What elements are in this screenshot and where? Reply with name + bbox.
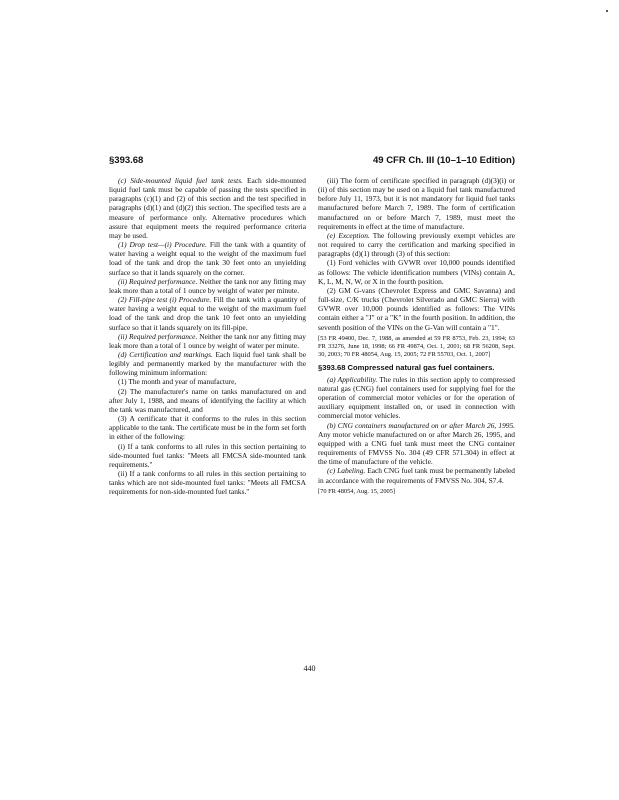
paragraph-text: (1) Ford vehicles with GVWR over 10,000 pounds identified as follows: The vehicle identification numbers (VINs) contain A, K, L, M, N, W, or X in the fourth position. <box>318 258 515 286</box>
paragraph <box>109 176 306 240</box>
left-column <box>109 176 306 496</box>
header-section-number: §393.68 <box>109 155 144 166</box>
paragraph-heading: (d) Certification and markings. <box>118 349 213 359</box>
paragraph <box>109 350 306 377</box>
paragraph-text: The rules in this section apply to compressed natural gas (CNG) fuel containers used for supplying fuel for the operation of commercial motor vehicles or for the operation of auxiliary equipment installed on, or used in connection with commercial motor vehicles. <box>318 374 515 421</box>
header-title: 49 CFR Ch. III (10–1–10 Edition) <box>372 155 515 166</box>
paragraph-heading: (e) Exception. <box>327 230 370 240</box>
paragraph-text: Neither the tank nor any fitting may leak more than a total of 1 ounce by weight of water per minute. <box>109 276 306 295</box>
source-note: [53 FR 49400, Dec. 7, 1988, as amended at 59 FR 8753, Feb. 23, 1994; 63 FR 33276, June 18, 1998; 66 FR 49874, Oct. 1, 2001; 68 FR 56208, Sept. 30, 2003; 70 FR 48054, Aug. 15, 2005; 72 FR 55703, Oct. 1, 2007] <box>318 334 515 358</box>
corner-mark <box>606 10 608 12</box>
paragraph-text: Each side-mounted liquid fuel tank must be capable of passing the tests specified in paragraphs (c)(1) and (2) of this section and the test specified in paragraphs (d)(1) and (d)(2) this section. The specified tests are a measure of performance only. Alternative procedures which assure that equipment meets the required performance criteria may be used. <box>109 176 306 240</box>
paragraph <box>318 375 515 421</box>
paragraph-text: Any motor vehicle manufactured on or after March 26, 1995, and equipped with a CNG fuel tank must meet the CNG container requirements of FMVSS No. 304 (49 CFR 571.304) in effect at the time of manufacture of the vehicle. <box>318 429 515 467</box>
paragraph <box>318 421 515 467</box>
source-note: [70 FR 48054, Aug. 15, 2005] <box>318 487 396 495</box>
paragraph-heading: (c) Labeling. <box>327 466 366 476</box>
paragraph <box>109 277 306 295</box>
paragraph-text: Neither the tank nor any fitting may leak more than a total of 1 ounce by weight of water per minute. <box>109 331 306 350</box>
paragraph <box>109 295 306 332</box>
paragraph <box>109 414 306 441</box>
paragraph-heading: (ii) Required performance. <box>118 331 198 341</box>
paragraph <box>109 469 306 496</box>
paragraph <box>318 231 515 258</box>
paragraph-heading: (a) Applicability. <box>327 374 378 384</box>
paragraph <box>109 387 306 414</box>
page-header <box>109 155 515 169</box>
paragraph-heading: (2) Fill-pipe test (i) Procedure. <box>118 295 212 305</box>
paragraph-heading: (1) Drop test—(i) Procedure. <box>118 240 207 250</box>
paragraph-text: (2) The manufacturer's name on tanks manufactured on and after July 1, 1988, and means of identifying the facility at which the tank was manufactured, and <box>109 386 306 414</box>
paragraph-heading: (b) CNG containers manufactured on or after March 26, 1995. <box>327 420 515 430</box>
paragraph <box>109 442 306 469</box>
paragraph-heading: (ii) Required performance. <box>118 276 198 286</box>
paragraph <box>318 258 515 285</box>
paragraph <box>318 176 515 231</box>
paragraph-text: Fill the tank with a quantity of water having a weight equal to the weight of the maximum fuel load of the tank and drop the tank 10 feet onto an unyielding surface so that it lands squarely on its fill-pipe. <box>109 295 306 332</box>
paragraph-text: Fill the tank with a quantity of water having a weight equal to the weight of the maximum fuel load of the tank and drop the tank 30 feet onto an unyielding surface so that it lands squarely on the corner. <box>109 240 306 277</box>
page-number: 440 <box>303 664 316 673</box>
paragraph <box>318 286 515 332</box>
paragraph-heading: (c) Side-mounted liquid fuel tank tests. <box>118 176 243 185</box>
section-heading: §393.68 Compressed natural gas fuel containers. <box>318 362 495 372</box>
paragraph-text: Each CNG fuel tank must be permanently labeled in accordance with the requirements of FMVSS No. 304, S7.4. <box>318 466 515 485</box>
paragraph-text: Each liquid fuel tank shall be legibly and permanently marked by the manufacturer with the following minimum information: <box>109 349 306 378</box>
right-column <box>318 176 515 496</box>
paragraph <box>318 466 515 484</box>
paragraph-text: (1) The month and year of manufacture, <box>118 377 237 387</box>
paragraph-text: (iii) The form of certificate specified in paragraph (d)(3)(i) or (ii) of this section may be used on a liquid fuel tank manufactured before July 11, 1973, but it is not mandatory for liquid fuel tanks manufactured before March 7, 1989. The form of certification manufactured on or before March 7, 1989, must meet the requirements in effect at the time of manufacture. <box>318 176 515 231</box>
paragraph-text: (i) If a tank conforms to all rules in this section pertaining to side-mounted fuel tanks: "Meets all FMCSA side-mounted tank requirements." <box>109 441 306 469</box>
paragraph-text: (2) GM G-vans (Chevrolet Express and GMC Savanna) and full-size, C/K trucks (Chevrolet Silverado and GMC Sierra) with GVWR over 10,000 pounds identified as follows: The VINs contain either a "J" or a "K" in the fourth position. In addition, the seventh position of the VINs on the G-Van will contain a "1". <box>318 285 515 332</box>
paragraph-text: The following previously exempt vehicles are not required to carry the certification and marking specified in paragraphs (d)(1) through (3) of this section: <box>318 230 515 259</box>
paragraph <box>109 332 306 350</box>
paragraph <box>109 240 306 277</box>
paragraph-text: (3) A certificate that it conforms to the rules in this section applicable to the tank. The certificate must be in the form set forth in either of the following: <box>109 414 306 442</box>
paragraph <box>109 377 306 386</box>
paragraph-text: (ii) If a tank conforms to all rules in this section pertaining to tanks which are not side-mounted fuel tanks: "Meets all FMCSA requirements for non-side-mounted fuel tanks." <box>109 469 306 497</box>
